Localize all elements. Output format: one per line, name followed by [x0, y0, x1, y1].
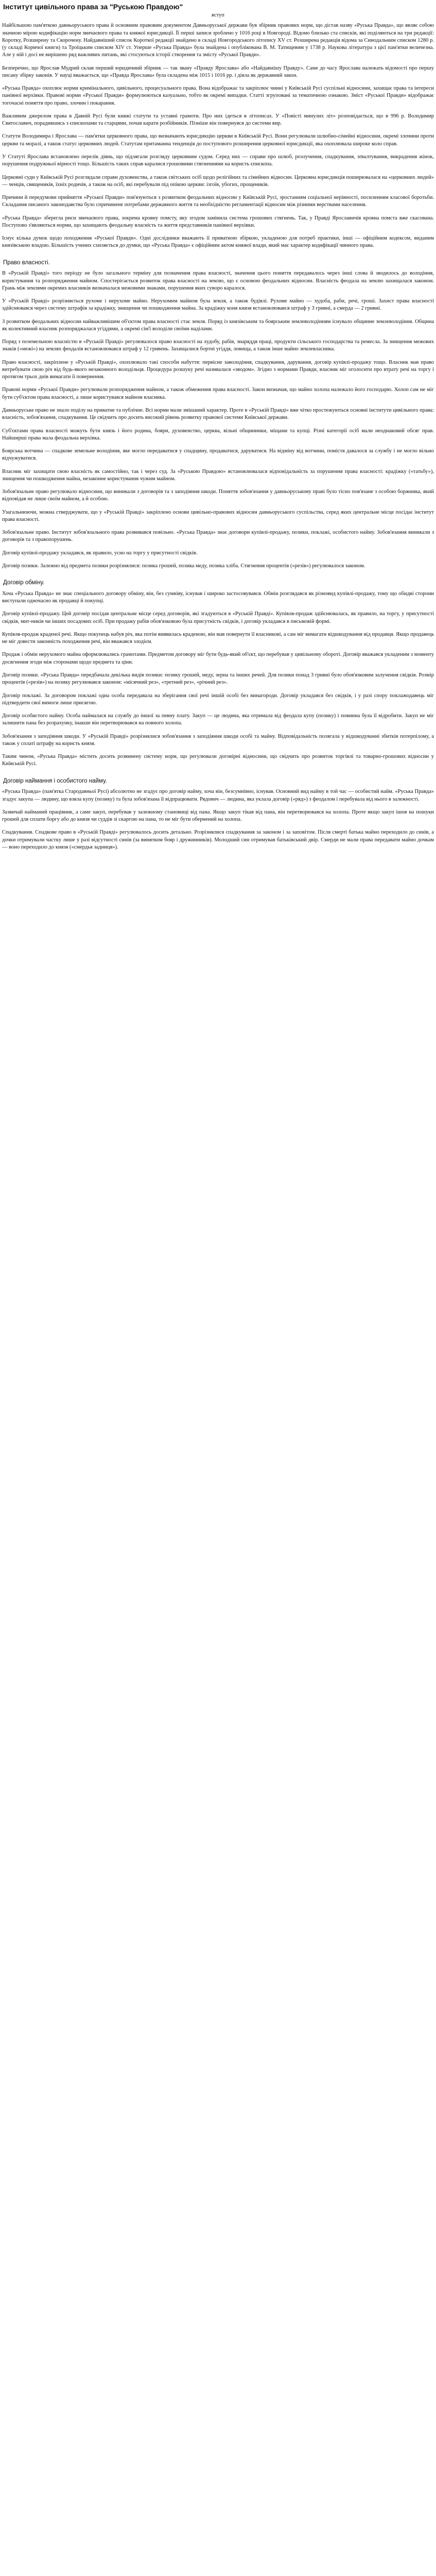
paragraph: З розвитком феодальних відносин найважливішим об'єктом права власності стає земля. Поряд із князівським та боярським землеволодінням існувало общинне землеволодіння. Община як колективний власник розпоряджалася угіддями, а окремі сім'ї володіли своїми наділами. [2, 318, 434, 332]
paragraph: Статути Володимира і Ярослава — пам'ятки церковного права, що визначають юрисдикцію церкви в Київській Русі. Вони регулювали шлюбно-сімейні відносини, окремі злочини проти церкви та моралі, а також статус церковних людей. Статутам притаманна тенденція до поступового розширення церковної юрисдикції, яка охоплювала широке коло справ. [2, 133, 434, 147]
exchange-contract-heading: Договір обміну. [3, 580, 45, 586]
paragraph: Договір купівлі-продажу. Цей договір посідав центральне місце серед договорів, які згадуються в «Руській Правді». Купівля-продаж здійснювалась, як правило, на торгу, у присутності свідків, мит-ників чи інших посадових осіб. При продажу рабів обов'язковою була присутність свідків, і договір укладався в письмовій формі. [2, 611, 434, 624]
paragraph: Найбільшою пам'яткою давньоруського права й основним правовим документом Давньоруської держави був збірник правових норм, що дістав назву «Руська Правда», що являє собою значною мірою кодифікацію норм звичаєвого права та княжої юрисдикції. Її перші записи зроблено у 1016 році в Новгороді. Відомо близько ста списків, які поділяються на три редакції: Коротку, Розширену та Скорочену. Найдавніший список Короткої редакції знайдено в складі Новгородського літопису XV ст. Розширена редакція відома за Синодальним списком 1280 р. (у складі Кормчої книги) та Троїцьким списком XIV ст. Уперше «Руська Правда» була знайдена і опублікована В. М. Татищевим у 1738 р. Наукова література з цієї пам'ятки величезна. Але у ній і досі не вирішено ряд важливих питань, які стосуються історії створення та змісту «Руської Правди». [2, 23, 434, 58]
paragraph: Правові норми «Руської Правди» регулювали розпорядження майном, а також обмеження права власності. Закон визначав, що майно холопа належало його господарю. Холоп сам не міг бути суб'єктом права власності, а лише користувався майном власника. [2, 387, 434, 400]
paragraph: Зазвичай найманий працівник, а саме закуп, перебував у залежному становищі від пана. Якщо закуп тікав від пана, він перетворювався на холопа. Проте якщо закуп ішов на пошуки грошей для сплати боргу або до князя чи суддів зі скаргою на пана, то не міг бути обернений на холопа. [2, 809, 434, 823]
hire-contract-section [2, 788, 434, 851]
paragraph: «Руська Правда» зберегла риси звичаєвого права, зокрема кровну помсту, яку згодом замінила система грошових стягнень. Так, у Правді Ярославичів кровна помста вже скасована. Поступово з'являються норми, що захищають феодальну власність та життя представників панівної верхівки. [2, 215, 434, 228]
paragraph: Зобов'язання з заподіяння шкоди. У «Руській Правді» розрізнялися зобов'язання з заподіяння шкоди особі та майну. Відповідальність полягала у відшкодуванні збитків потерпілому, а також у сплаті штрафу на користь князя. [2, 733, 434, 747]
paragraph: Таким чином, «Руська Правда» містить досить розвинену систему норм, що регулювали договірні відносини, що свідчить про розвиток торгівлі та товарно-грошових відносин у Київській Русі. [2, 754, 434, 767]
paragraph: Причини й передумови прийняття «Руської Правди» пов'язуються з розвитком феодальних відносин у Київській Русі, зростанням соціальної нерівності, посиленням класової боротьби. Складання писаного законодавства було спричинене потребами державного життя та необхідністю регламентації відносин між різними верствами населення. [2, 195, 434, 208]
hire-contract-heading: Договір наймання і особистого найму. [3, 777, 107, 784]
exchange-contract-section [2, 590, 434, 768]
paragraph: У Статуті Ярослава встановлено перелік діянь, що підлягали розгляду церковним судом. Серед них — справи про шлюб, розлучення, спадкування, зґвалтування, викрадення жінок, порушення подружньої вірності тощо. Більшість таких справ каралися грошовими стягненнями на користь єпископа. [2, 154, 434, 167]
paragraph: Договір позики. «Руська Правда» передбачала декілька видів позики: позику грошей, меду, зерна та інших речей. Для позики понад 3 гривні було обов'язковим залучення свідків. Розмір процентів («резів») на позику регулювався законом: «місячний рез», «третний рез», «річний рез». [2, 672, 434, 686]
paragraph: Важливим джерелом права в Давній Русі були княжі статути та уставні грамоти. Про них ідеться в літописах. У «Повісті минулих літ» розповідається, що в 996 р. Володимир Святославич, порадившись з єпископами та старцями, почав карати розбійників. Пізніше він повернувся до системи вир. [2, 113, 434, 127]
paragraph: Купівля-продаж краденої речі. Якщо покупець набув річ, яка потім виявилась краденою, він мав повернути її власникові, а сам міг вимагати відшкодування від продавця. Якщо продавець не міг довести законність походження речі, він вважався злодієм. [2, 631, 434, 645]
paragraph: Договір особистого найму. Особа наймалася на службу до іншої за певну плату. Закуп — це людина, яка отримала від феодала купу (позику) і повинна була її відробити. Закуп не міг залишити пана без розрахунку, інакше він перетворювався на повного холопа. [2, 713, 434, 726]
paragraph: Право власності, закріплене у «Руській Правді», охоплювало такі способи набуття: первісне заволодіння, спадкування, дарування, договір купівлі-продажу тощо. Власник мав право витребувати свою річ від будь-якого незаконного володільця. Процедура розшуку речі називалася «зводом». Згідно з нормами Правди, власник міг оголосити про втрату речі на торгу і протягом трьох днів вимагати її повернення. [2, 359, 434, 380]
paragraph: В «Руській Правді» того періоду не було загального терміну для позначення права власності, значення цього поняття передавалось через інші слова й зводилось до володіння, користування та розпорядження майном. Спостерігається розвиток права власності на землю, що є основою феодальних відносин. Власність феодала на землю захищалася законом. Грань між землями окремих власників визначалася межовими знаками, порушення яких суворо каралося. [2, 270, 434, 291]
paragraph: Продаж і обмін нерухомого майна оформлювались грамотами. Предметом договору міг бути будь-який об'єкт, що перебував у цивільному обороті. Договір вважався укладеним з моменту досягнення згоди між сторонами щодо предмета та ціни. [2, 652, 434, 665]
paragraph: Спадкування. Спадкове право в «Руській Правді» регулювалось досить детально. Розрізнялися спадкування за законом і за заповітом. Після смерті батька майно переходило до синів, а дочки отримували частку лише у разі відсутності синів (за винятком бояр і дружинників). Молодший син отримував батьківський двір. Смерди не мали права передавати майно дочкам — воно переходило до князя («смердья задниця»). [2, 829, 434, 850]
paragraph: «Руська Правда» (пам'ятка Стародавньої Русі) абсолютно не згадує про договір найму, хоча він, безсумнівно, існував. Основний вид найму в той час — особистий найм. «Руська Правда» згадує закупа — людину, що взяла купу (позику) та була зобов'язана її відпрацювати. Рядович — людина, яка уклала договір («ряд») з феодалом і перебувала від нього в залежності. [2, 789, 434, 802]
paragraph: У «Руській Правді» розрізняється рухоме і нерухоме майно. Нерухомим майном була земля, а також будівлі. Рухоме майно — худоба, раби, речі, гроші. Захист права власності здійснювався через систему штрафів за крадіжку, знищення чи пошкодження майна. За крадіжку коня князя встановлювався штраф у 3 гривні, а смерда — 2 гривні. [2, 298, 434, 312]
paragraph: Власник міг захищати свою власність як самостійно, так і через суд. За «Руською Правдою» встановлювалася відповідальність за порушення права власності: крадіжку («татьбу»), знищення чи пошкодження майна, незаконне користування чужим майном. [2, 468, 434, 482]
paragraph: Зобов'язальне право регулювало відносини, що виникали з договорів та з заподіяння шкоди. Поняття зобов'язання у давньоруському праві було тісно пов'язане з особою боржника, який відповідав не лише своїм майном, а й особою. [2, 489, 434, 502]
paragraph: «Руська Правда» охоплює норми кримінального, цивільного, процесуального права. Вона відображає та закріплює чинні у Київській Русі суспільні відносини, захищає права та інтереси панівної верхівки. Правові норми «Руської Правди» формулюються казуально, тобто як окремі випадки. Статті згруповані за тематичною ознакою. Зміст «Руської Правди» відображає тогочасні поняття про право, злочин і покарання. [2, 86, 434, 106]
paragraph: Суб'єктами права власності можуть бути князь і його родина, бояри, духовенство, церква, вільні общинники, міщани та купці. Різні категорії осіб мали неоднаковий обсяг прав. Найширші права мала феодальна верхівка. [2, 428, 434, 441]
paragraph: Давньоруське право не знало поділу на приватне та публічне. Всі норми мали змішаний характер. Проте в «Руській Правді» вже чітко простежуються основні інститути цивільного права: власність, зобов'язання, спадкування. Це свідчить про досить високий рівень розвитку правової системи Київської держави. [2, 408, 434, 421]
paragraph: Договір купівлі-продажу укладався, як правило, усно на торгу у присутності свідків. [2, 550, 198, 556]
paragraph: Безперечно, що Ярослав Мудрий склав перший юридичний збірник — так звану «Правду Ярослава» або «Найдавнішу Правду». Саме до часу Ярослава належать відомості про першу писану збірку законів. У науці вважається, що «Правда Ярослава» була складена між 1015 і 1016 рр. і діяла як державний закон. [2, 65, 434, 78]
document-title: Інститут цивільного права за "Руською Правдою" [3, 3, 183, 11]
paragraph: Церковні суди у Київській Русі розглядали справи духовенства, а також світських осіб щодо релігійних та сімейних відносин. Церковна юрисдикція поширювалася на «церковних людей» — ченців, священиків, їхніх родичів, а також на осіб, які перебували під опікою церкви: ізгоїв, убогих, прощеників. [2, 174, 434, 188]
document-subtitle: вступ [212, 12, 224, 19]
paragraph: Договір поклажі. За договором поклажі одна особа передавала на зберігання свої речі іншій особі без винагороди. Договір укладався без свідків, і у разі спору поклажодавець міг підтвердити свої вимоги лише присягою. [2, 692, 434, 706]
paragraph: Зобов'язальне право. Інститут зобов'язального права розвивався повільно. «Руська Правда» знає договори купівлі-продажу, позики, поклажі, особистого найму. Зобов'язання виникали з договорів та з правопорушень. [2, 530, 434, 543]
property-rights-heading: Право власності. [3, 259, 50, 266]
paragraph: Поряд з поземельною власністю в «Руській Правді» регулювалося право власності на худобу, рабів, знаряддя праці, продукти сільського господарства та ремесла. За знищення межових знаків («межі») на землях феодалів встановлювався штраф у 12 гривень. Захищалися бортні угіддя, ловища, а також інше майно землевласника. [2, 339, 434, 352]
paragraph: Боярська вотчина — спадкове земельне володіння, яке могло передаватися у спадщину, продаватися, даруватися. На відміну від вотчини, помістя давалося за службу і не могло вільно відчужуватися. [2, 448, 434, 462]
property-rights-section [2, 270, 434, 523]
paragraph: Існує кілька думок щодо походження «Руської Правди». Одні дослідники вважають її приватною збіркою, укладеною для потреб практики, інші — офіційним кодексом, виданим князівською владою. Більшість учених схиляється до думки, що «Руська Правда» є офіційним актом княжої влади, який має характер кодифікації чинного права. [2, 235, 434, 249]
obligations-section [2, 529, 434, 570]
paragraph: Хоча «Руська Правда» не знає спеціального договору обміну, він, без сумніву, існував і широко застосовувався. Обмін розглядався як різновид купівлі-продажу, тому що обидві сторони виступали одночасно як продавці й покупці. [2, 590, 434, 604]
intro-section [2, 22, 434, 249]
paragraph: Договір позики. Залежно від предмета позики розрізнялися: позика грошей, позика меду, позика хліба. Стягнення процентів («резів») регулювалося законом. [2, 563, 365, 569]
paragraph: Узагальнюючи, можна стверджувати, що у «Руській Правді» закріплено основи цивільно-правових відносин давньоруського суспільства, серед яких центральне місце посідає інститут права власності. [2, 509, 434, 522]
document-page [0, 0, 436, 863]
